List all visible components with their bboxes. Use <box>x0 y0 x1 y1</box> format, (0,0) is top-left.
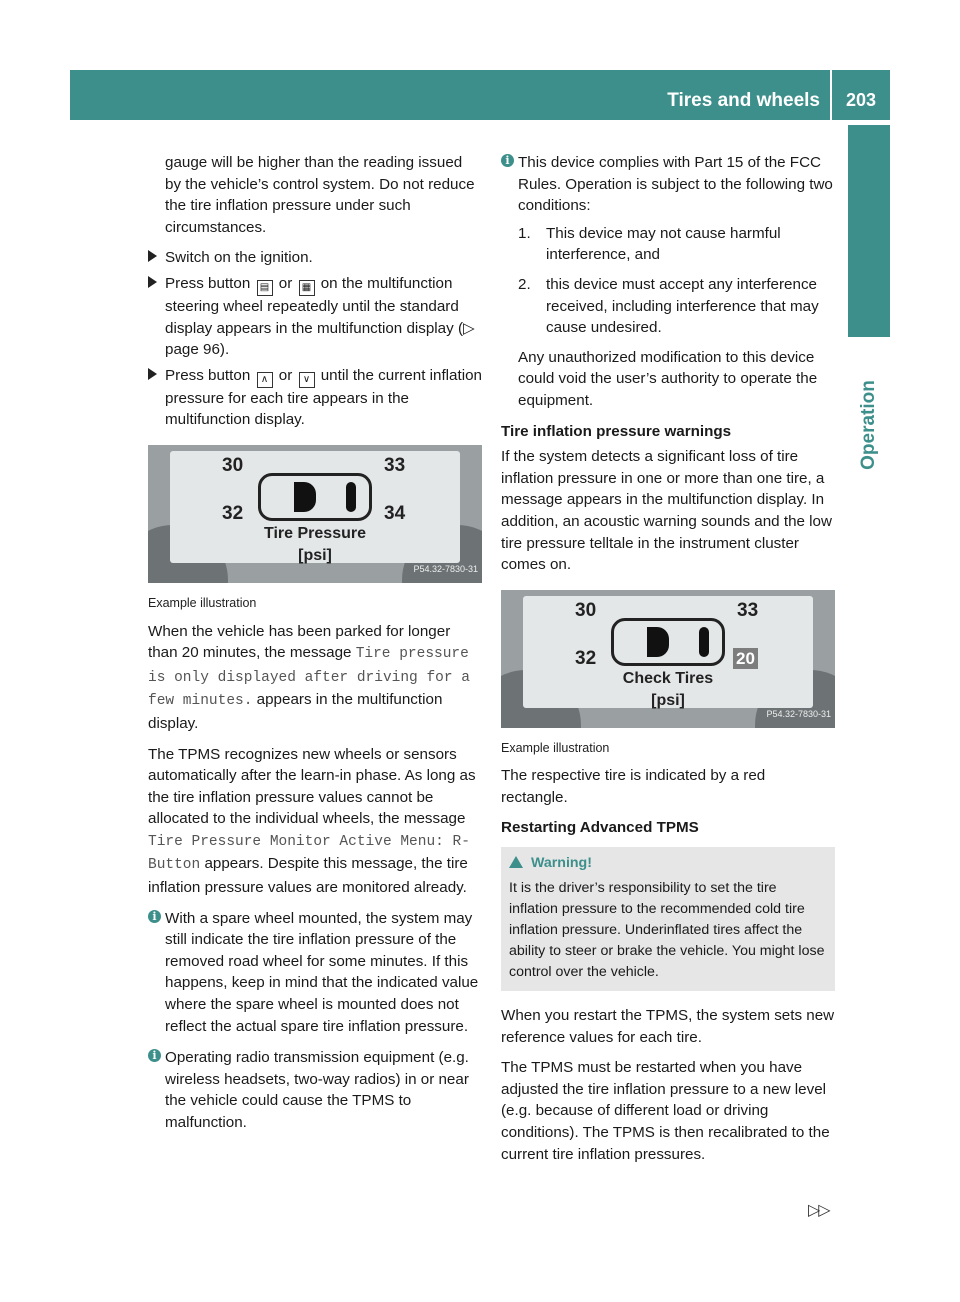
info-icon: i <box>148 910 161 923</box>
step-arrow-icon <box>148 250 157 262</box>
warning-text: It is the driver’s responsibility to set the tire inflation pressure to the recommended cold tire inflation pressure. Underinflated tires affect the ability to steer or brake the vehicle. You might lose control over the vehicle. <box>509 880 825 981</box>
restart-paragraph: When you restart the TPMS, the system sets new reference values for each tire. <box>501 1007 835 1046</box>
info-fcc: i This device complies with Part 15 of the FCC Rules. Operation is subject to the following two conditions: <box>501 152 835 217</box>
info-spare-wheel: i With a spare wheel mounted, the system may still indicate the tire inflation pressure of the removed road wheel for some minutes. If this happens, keep in mind that the indicated value where the spare wheel is mounted does not reflect the actual spare tire inflation pressure. <box>148 908 482 1038</box>
list-item: 1. This device may not cause harmful interference, and <box>518 224 781 264</box>
check-tires-figure <box>501 590 835 728</box>
red-rectangle-paragraph: The respective tire is indicated by a red rectangle. <box>501 767 766 806</box>
tire-rear-right-warning-value: 20 <box>733 648 758 670</box>
display-button-icon: ▤ <box>257 280 273 296</box>
warning-box <box>501 847 835 991</box>
figure-code: P54.32-7830-31 <box>413 564 478 575</box>
right-column <box>501 152 835 1174</box>
tire-front-right-value: 33 <box>384 454 406 476</box>
up-button-icon: ∧ <box>257 372 273 388</box>
left-column <box>148 152 482 1144</box>
warning-triangle-icon <box>509 856 523 868</box>
intro-paragraph: gauge will be higher than the reading issued by the vehicle’s control system. Do not reduce the tire inflation pressure under such circumstances. <box>165 154 475 236</box>
car-outline-icon <box>611 618 725 666</box>
figure-code: P54.32-7830-31 <box>766 709 831 720</box>
tire-pressure-figure <box>148 445 482 583</box>
step-press-arrow-button: Press button ∧ or ∨ until the current inflation pressure for each tire appears in the multifunction display. <box>148 365 482 431</box>
car-outline-icon <box>258 473 372 521</box>
display-unit: [psi] <box>651 691 685 709</box>
side-tab <box>848 125 890 337</box>
tire-rear-left-value: 32 <box>222 502 244 524</box>
tpms-learn-paragraph: The TPMS recognizes new wheels or sensors automatically after the learn-in phase. As long as the tire inflation pressure values cannot be allocated to the individual wheels, the message Tire Pressure Monitor Active Menu: R-Button appears. Despite this message, the tire inflation pressure values are monitored already. <box>148 745 476 897</box>
display-message: Tire Pressure <box>264 524 366 542</box>
step-ignition: Switch on the ignition. <box>148 247 482 269</box>
tire-front-left-value: 30 <box>222 454 244 476</box>
tire-rear-right-value: 34 <box>384 502 406 524</box>
display-message: Check Tires <box>622 669 714 687</box>
page-ref-arrow-icon: ▷ <box>463 319 475 337</box>
info-icon: i <box>148 1049 161 1062</box>
section-title: Tires and wheels <box>667 90 820 111</box>
page-header <box>70 70 890 120</box>
heading-pressure-warnings: Tire inflation pressure warnings <box>501 422 732 440</box>
warning-title: Warning! <box>509 853 827 874</box>
warnings-paragraph: If the system detects a significant loss of tire inflation pressure in one or more than one tire, a message appears in the multifunction display. In addition, an acoustic warning sounds and the low tire pressure telltale in the instrument cluster comes on. <box>501 448 832 574</box>
recalibrate-paragraph: The TPMS must be restarted when you have adjusted the tire inflation pressure to a new level (e.g. because of different load or driving conditions). The TPMS is then recalibrated to the current tire inflation pressures. <box>501 1059 830 1163</box>
parked-message-paragraph: When the vehicle has been parked for longer than 20 minutes, the message Tire pressure is only displayed after driving for a few minutes. appears in the multifunction display. <box>148 622 470 732</box>
down-button-icon: ∨ <box>299 372 315 388</box>
continue-arrows-icon: ▷▷ <box>808 1202 829 1219</box>
step-arrow-icon <box>148 276 157 288</box>
fcc-tail-paragraph: Any unauthorized modification to this device could void the user’s authority to operate the equipment. <box>518 348 818 409</box>
multifunction-display <box>170 451 460 563</box>
display-back-button-icon: ▦ <box>299 280 315 296</box>
side-tab-label: Operation <box>858 380 879 470</box>
tire-front-left-value: 30 <box>575 599 597 621</box>
tire-front-right-value: 33 <box>737 599 759 621</box>
info-radio-equipment: i Operating radio transmission equipment (e.g. wireless headsets, two-way radios) in or near the vehicle could cause the TPMS to malfunction. <box>148 1047 482 1133</box>
figure-caption: Example illustration <box>501 740 610 755</box>
step-press-display-button: Press button ▤ or ▦ on the multifunction steering wheel repeatedly until the standard display appears in the multifunction display (▷ page 96). <box>148 273 482 361</box>
page-number: 203 <box>845 90 877 110</box>
tire-rear-left-value: 32 <box>575 647 597 669</box>
multifunction-display <box>523 596 813 708</box>
figure-caption: Example illustration <box>148 595 257 610</box>
heading-restart-tpms: Restarting Advanced TPMS <box>501 819 699 837</box>
display-unit: [psi] <box>298 546 332 564</box>
list-item: 2. this device must accept any interference received, including interference that may cause undesired. <box>518 275 819 337</box>
info-icon: i <box>501 154 514 167</box>
step-arrow-icon <box>148 368 157 380</box>
